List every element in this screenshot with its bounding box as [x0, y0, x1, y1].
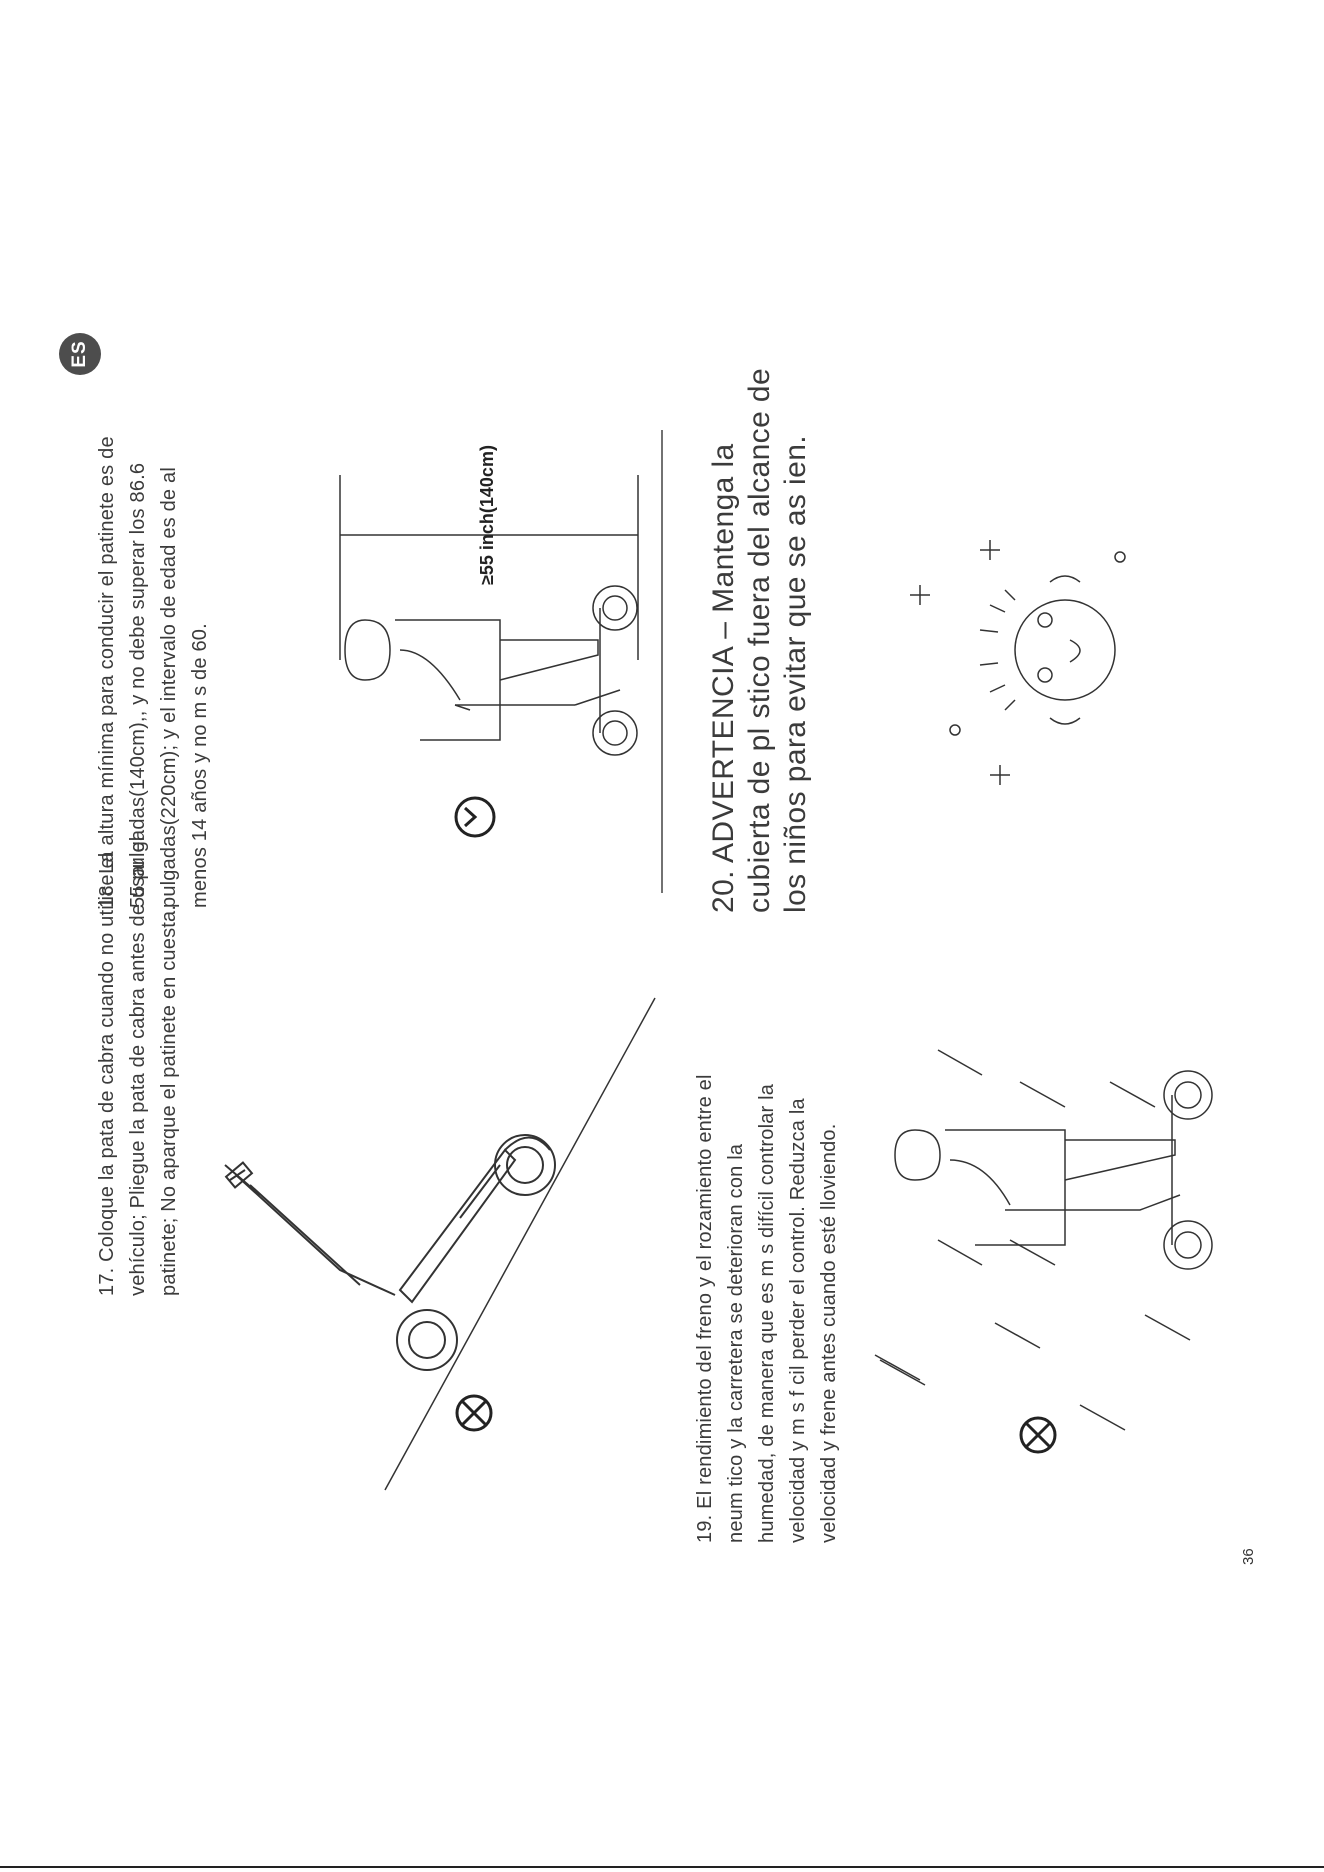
item-17-line-3: patinete; No aparque el patinete en cuesta. — [158, 904, 180, 1296]
item-20-line-1: 20. ADVERTENCIA – Mantenga la — [707, 443, 740, 913]
item-19-line-4: velocidad y m s f cil perder el control. Reduzca la — [787, 1098, 809, 1543]
item-18-line-1: 18. La altura mínima para conducir el patinete es de — [96, 436, 118, 908]
item-18-line-2: 55 pulgadas(140cm),, y no debe superar los 86.6 — [127, 462, 149, 908]
item-18-line-4: menos 14 años y no m s de 60. — [189, 623, 211, 908]
language-badge-label: ES — [69, 340, 90, 368]
item-17-line-2: vehículo; Pliegue la pata de cabra antes de usar el — [127, 836, 149, 1296]
item-19-line-5: velocidad y frene antes cuando esté lloviendo. — [818, 1123, 840, 1543]
item-19-line-2: neum tico y la carretera se deterioran con la — [725, 1143, 747, 1543]
item-19-line-3: humedad, de manera que es m s difícil controlar la — [756, 1083, 778, 1543]
page-number: 36 — [1240, 1548, 1257, 1565]
item-19-line-1: 19. El rendimiento del freno y el rozamiento entre el — [694, 1074, 716, 1543]
height-label: ≥55 inch(140cm) — [477, 445, 497, 585]
page-bottom-rule — [0, 1866, 1324, 1868]
item-18-line-3: pulgadas(220cm); y el intervalo de edad es de al — [158, 467, 180, 908]
item-17-line-1: 17. Coloque la pata de cabra cuando no utilice el — [96, 852, 118, 1296]
item-20-line-3: los niños para evitar que se as ien. — [779, 434, 812, 913]
item-20-line-2: cubierta de pl stico fuera del alcance de — [743, 367, 776, 913]
